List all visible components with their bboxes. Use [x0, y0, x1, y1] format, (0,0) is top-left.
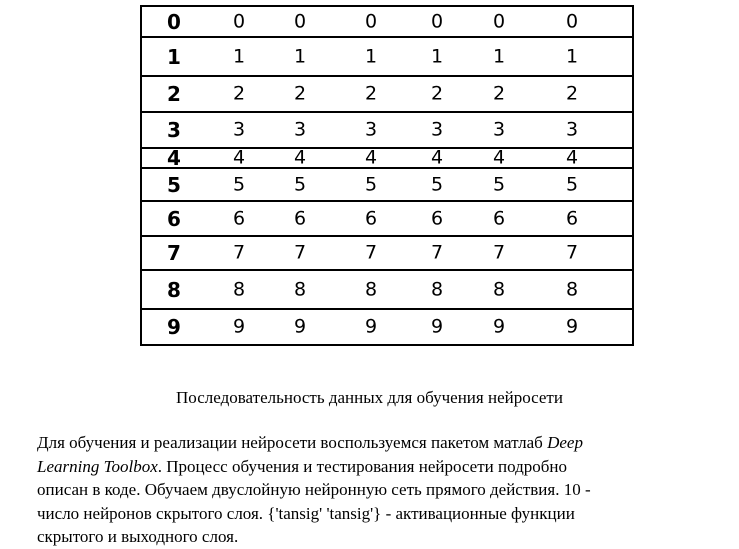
digit-row-1	[142, 38, 632, 77]
digit-sample: 1	[293, 45, 307, 67]
row-label: 8	[167, 277, 181, 302]
digit-sample: 9	[565, 315, 579, 338]
digit-sample: 5	[232, 173, 246, 195]
digit-sample: 8	[430, 278, 444, 300]
digit-sample: 7	[492, 241, 506, 264]
table-caption: Последовательность данных для обучения нейросети	[176, 388, 563, 407]
digit-sample: 1	[492, 45, 506, 67]
digit-sample: 4	[364, 146, 378, 169]
digit-sample: 6	[492, 207, 506, 229]
digit-sample: 9	[364, 315, 378, 338]
row-label: 9	[167, 315, 181, 339]
row-label: 3	[167, 118, 181, 142]
digit-sample: 4	[492, 146, 506, 169]
body-paragraph	[37, 431, 717, 549]
digit-sample: 1	[565, 45, 579, 67]
digit-row-9	[142, 310, 632, 344]
paragraph-text: Для обучения и реализации нейросети воспользуемся пакетом матлаб	[37, 433, 548, 452]
digit-sample: 6	[565, 207, 579, 229]
digit-sample: 3	[492, 118, 506, 141]
digit-row-6	[142, 202, 632, 237]
digit-sample: 0	[364, 10, 378, 32]
row-label: 4	[167, 146, 181, 170]
digit-sample: 3	[293, 118, 307, 141]
digit-sample: 9	[430, 315, 444, 338]
digit-row-7	[142, 237, 632, 271]
digit-sample: 8	[293, 278, 307, 300]
digit-sample: 2	[492, 82, 506, 105]
digit-sample: 9	[232, 315, 246, 338]
digit-sample: 8	[364, 278, 378, 300]
row-label: 0	[167, 9, 181, 34]
digit-sample: 5	[565, 173, 579, 195]
digit-sample: 5	[492, 173, 506, 195]
paragraph-line-4: число нейронов скрытого слоя. {'tansig' 'tansig'} - активационные функции	[37, 503, 575, 523]
row-label: 5	[167, 172, 181, 197]
digit-sample: 2	[430, 82, 444, 105]
digit-row-8	[142, 271, 632, 310]
digit-sample: 4	[565, 146, 579, 169]
paragraph-text: . Процесс обучения и тестирования нейросети подробно	[157, 456, 567, 476]
digit-sample: 8	[232, 278, 246, 300]
digit-sample: 5	[293, 173, 307, 195]
digit-sample: 0	[565, 10, 579, 32]
digit-samples-table	[140, 5, 634, 346]
digit-sample: 2	[232, 82, 246, 105]
digit-sample: 7	[293, 241, 307, 264]
digit-row-5	[142, 169, 632, 202]
row-label: 1	[167, 44, 181, 69]
row-label: 6	[167, 206, 181, 231]
digit-sample: 3	[364, 118, 378, 141]
digit-sample: 6	[430, 207, 444, 229]
digit-sample: 0	[232, 10, 246, 32]
digit-sample: 8	[492, 278, 506, 300]
digit-sample: 1	[364, 45, 378, 67]
digit-sample: 4	[232, 146, 246, 169]
digit-sample: 0	[293, 10, 307, 32]
digit-sample: 3	[232, 118, 246, 141]
digit-sample: 7	[232, 241, 246, 264]
digit-row-0	[142, 7, 632, 38]
digit-sample: 7	[364, 241, 378, 264]
digit-sample: 6	[232, 207, 246, 229]
digit-sample: 5	[430, 173, 444, 195]
toolbox-name-part-1: Deep	[547, 433, 583, 452]
toolbox-name-part-2: Learning Toolbox	[37, 456, 158, 476]
digit-sample: 0	[430, 10, 444, 32]
digit-sample: 1	[430, 45, 444, 67]
digit-row-3	[142, 113, 632, 149]
digit-sample: 2	[364, 82, 378, 105]
digit-sample: 9	[293, 315, 307, 338]
digit-sample: 1	[232, 45, 246, 67]
digit-sample: 9	[492, 315, 506, 338]
paragraph-line-3: описан в коде. Обучаем двуслойную нейронную сеть прямого действия. 10 -	[37, 480, 591, 499]
digit-sample: 6	[293, 207, 307, 229]
digit-sample: 2	[293, 82, 307, 105]
digit-row-2	[142, 77, 632, 113]
digit-sample: 3	[430, 118, 444, 141]
paragraph-line-5: скрытого и выходного слоя.	[37, 527, 239, 546]
digit-sample: 0	[492, 10, 506, 32]
digit-sample: 7	[430, 241, 444, 264]
digit-sample: 8	[565, 278, 579, 300]
digit-row-4	[142, 146, 632, 170]
digit-sample: 5	[364, 173, 378, 195]
digit-sample: 4	[430, 146, 444, 169]
row-label: 2	[167, 82, 181, 106]
paragraph-line-2	[37, 455, 717, 479]
digit-sample: 2	[565, 82, 579, 105]
digit-sample: 7	[565, 241, 579, 264]
digit-sample: 3	[565, 118, 579, 141]
paragraph-line-1	[37, 431, 717, 455]
row-label: 7	[167, 241, 181, 265]
digit-sample: 6	[364, 207, 378, 229]
digit-sample: 4	[293, 146, 307, 169]
